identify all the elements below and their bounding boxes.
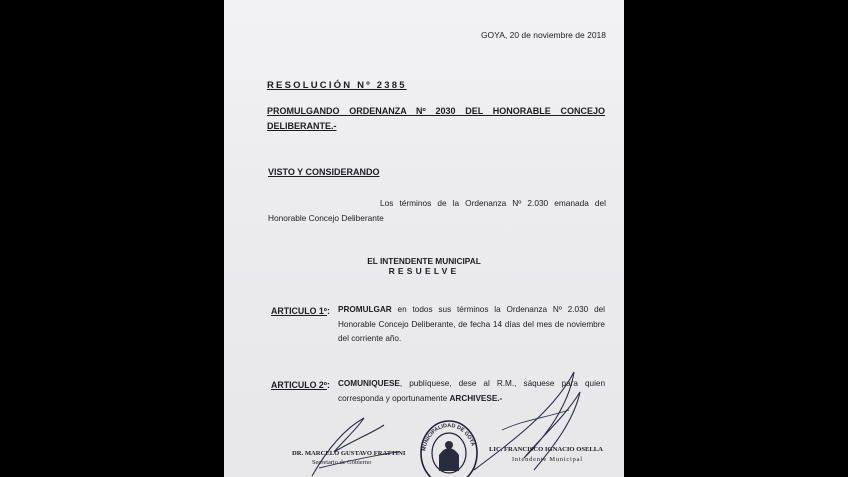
- right-signatory-title: Intendente Municipal: [512, 456, 583, 463]
- article-1-label: ARTICULO 1º:: [271, 306, 330, 316]
- right-signatory-name: LIC. FRANCISCO IGNACIO OSELLA: [489, 446, 603, 453]
- left-signatory-title: Secretario de Gobierno: [312, 459, 372, 466]
- article-1-lead: PROMULGAR: [338, 305, 392, 314]
- visto-text: Los términos de la Ordenanza Nº 2.030 emanada del Honorable Concejo Deliberante: [268, 198, 606, 223]
- article-1-body: en todos sus términos la Ordenanza Nº 2.030 del Honorable Concejo Deliberante, de fecha 14 días del mes de noviembre del corriente año.: [338, 305, 605, 343]
- resolution-title: RESOLUCIÓN Nº 2385: [267, 80, 407, 91]
- document-page: [224, 0, 624, 477]
- visto-heading: VISTO Y CONSIDERANDO: [268, 167, 380, 177]
- article-2-text: [338, 377, 605, 406]
- article-2-lead: COMUNIQUESE: [338, 379, 400, 388]
- article-1-text: [338, 303, 605, 347]
- seal-text: MUNICIPALIDAD DE GOYA: [421, 422, 476, 452]
- article-2-label: ARTICULO 2º:: [271, 380, 330, 390]
- authority-heading: EL INTENDENTE MUNICIPAL: [367, 256, 481, 266]
- place-date: GOYA, 20 de noviembre de 2018: [480, 30, 606, 40]
- left-signatory-name: DR. MARCELO GUSTAVO FRATTINI: [292, 450, 406, 457]
- article-2-body: , publíquese, dese al R.M., sáquese para quien corresponda y oportunamente: [338, 379, 605, 403]
- resolves-heading: RESUELVE: [388, 266, 460, 276]
- article-2-tail: ARCHIVESE.-: [449, 393, 503, 403]
- municipal-seal-icon: [417, 415, 481, 477]
- resolution-subject: PROMULGANDO ORDENANZA Nº 2030 DEL HONORABLE CONCEJO DELIBERANTE.-: [267, 106, 605, 131]
